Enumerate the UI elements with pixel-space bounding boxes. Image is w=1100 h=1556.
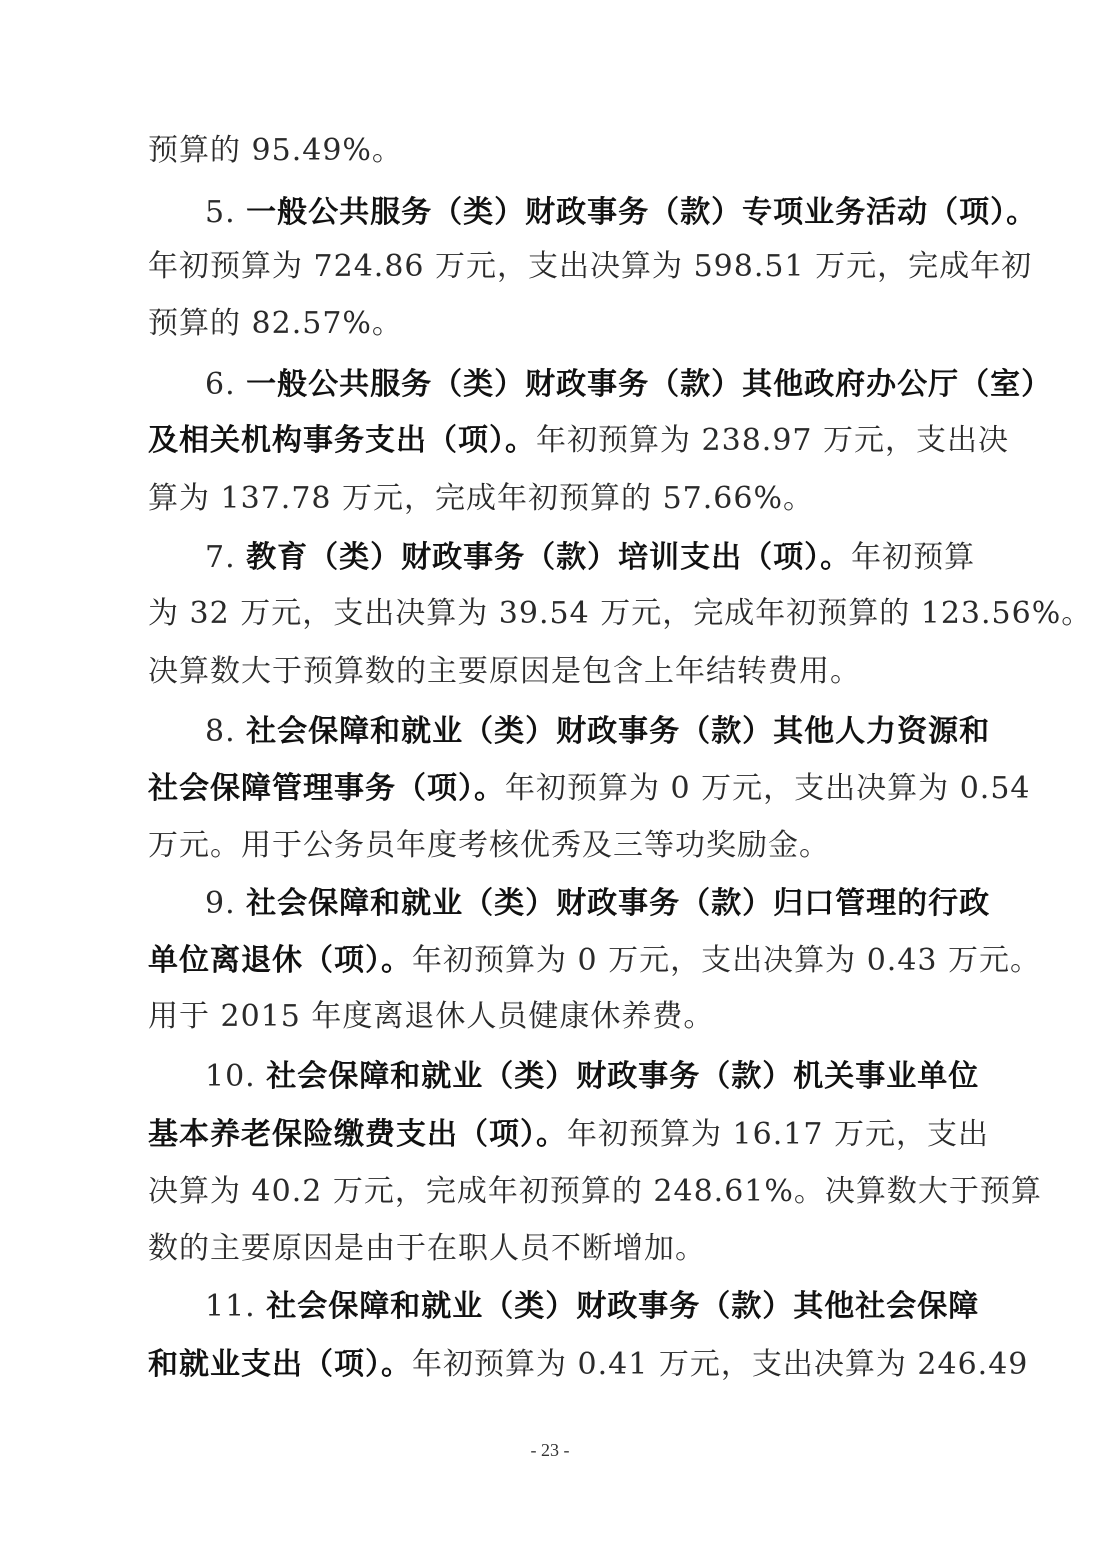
text-line (148, 1345, 1029, 1385)
body-text-run: 预算的 95.49%。 (148, 133, 403, 168)
body-text-run: 决算数大于预算数的主要原因是包含上年结转费用。 (148, 654, 861, 689)
paragraph-first-line (205, 712, 991, 752)
bold-heading-text: 社会保障和就业（类）财政事务（款）归口管理的行政 (246, 886, 991, 921)
body-text-run: 年初预算为 724.86 万元，支出决算为 598.51 万元，完成年初 (148, 249, 1033, 284)
body-text-run: 10. (205, 1059, 267, 1094)
text-line (148, 652, 960, 692)
bold-heading-text: 社会保障和就业（类）财政事务（款）其他人力资源和 (246, 714, 991, 749)
text-line (148, 594, 1093, 634)
text-line (148, 1229, 960, 1269)
body-text-run: 7. (205, 540, 247, 575)
body-text-run: 数的主要原因是由于在职人员不断增加。 (148, 1231, 706, 1266)
body-text-run: 万元。用于公务员年度考核优秀及三等功奖励金。 (148, 828, 830, 863)
paragraph-first-line (205, 884, 991, 924)
text-line (148, 421, 1010, 461)
bold-heading-text: 及相关机构事务支出（项）。 (148, 423, 536, 458)
text-line (148, 304, 960, 344)
body-text-run: 9. (205, 886, 247, 921)
text-line (148, 1115, 989, 1155)
text-line (148, 247, 1033, 287)
bold-heading-text: 单位离退休（项）。 (148, 943, 412, 978)
bold-heading-text: 一般公共服务（类）财政事务（款）其他政府办公厅（室） (246, 367, 1053, 402)
bold-heading-text: 社会保障和就业（类）财政事务（款）其他社会保障 (266, 1289, 980, 1324)
text-line (148, 769, 1031, 809)
body-text-run: 算为 137.78 万元，完成年初预算的 57.66%。 (148, 481, 814, 516)
text-line (148, 826, 960, 866)
bold-heading-text: 基本养老保险缴费支出（项）。 (148, 1117, 567, 1152)
paragraph-first-line (205, 1057, 980, 1097)
body-text-run: 5. (205, 195, 247, 230)
paragraph-first-line (205, 365, 1053, 405)
page-number: - 23 - (530, 1440, 570, 1460)
body-text-run: 用于 2015 年度离退休人员健康休养费。 (148, 999, 715, 1034)
body-text-run: 年初预算为 0 万元，支出决算为 0.43 万元。 (412, 943, 1042, 978)
body-text-run: 11. (205, 1289, 267, 1324)
text-line (148, 479, 960, 519)
body-text-run: 决算为 40.2 万元，完成年初预算的 248.61%。决算数大于预算 (148, 1174, 1042, 1209)
body-text-run: 8. (205, 714, 247, 749)
body-text-run: 年初预算为 16.17 万元，支出 (567, 1117, 989, 1152)
body-text-run: 6. (205, 367, 247, 402)
text-line (148, 1172, 1042, 1212)
paragraph-first-line (205, 1287, 980, 1327)
bold-heading-text: 教育（类）财政事务（款）培训支出（项）。 (246, 540, 852, 575)
body-text-run: 年初预算为 0.41 万元，支出决算为 246.49 (412, 1347, 1029, 1382)
paragraph-first-line (205, 193, 1038, 233)
body-text-run: 年初预算 (851, 540, 976, 575)
body-text-run: 年初预算为 0 万元，支出决算为 0.54 (505, 771, 1031, 806)
body-text-run: 预算的 82.57%。 (148, 306, 403, 341)
bold-heading-text: 和就业支出（项）。 (148, 1347, 412, 1382)
body-text-run: 年初预算为 238.97 万元，支出决 (536, 423, 1010, 458)
bold-heading-text: 社会保障和就业（类）财政事务（款）机关事业单位 (266, 1059, 980, 1094)
text-line (148, 131, 960, 171)
body-text-run: 为 32 万元，支出决算为 39.54 万元，完成年初预算的 123.56%。 (148, 596, 1093, 631)
bold-heading-text: 一般公共服务（类）财政事务（款）专项业务活动（项）。 (246, 195, 1038, 230)
paragraph-first-line (205, 538, 976, 578)
text-line (148, 941, 1042, 981)
text-line (148, 997, 960, 1037)
bold-heading-text: 社会保障管理事务（项）。 (148, 771, 505, 806)
